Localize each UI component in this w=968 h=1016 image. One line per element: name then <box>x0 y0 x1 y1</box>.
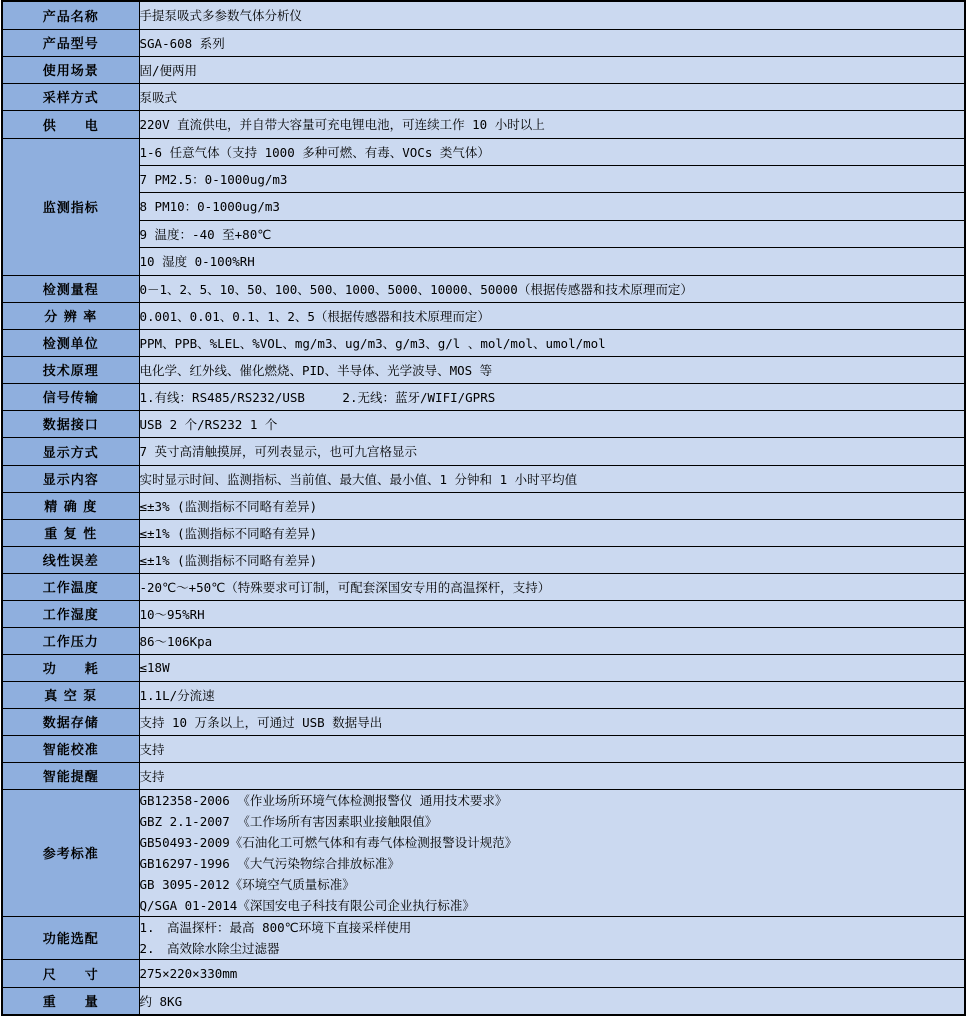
value-repeatability: ≤±1% (监测指标不同略有差异) <box>139 519 965 546</box>
value-smart-calibration: 支持 <box>139 735 965 762</box>
value-power-supply: 220V 直流供电，并自带大容量可充电锂电池，可连续工作 10 小时以上 <box>139 110 965 138</box>
value-optional-features <box>139 916 965 959</box>
label-linearity-error: 线性误差 <box>2 546 139 573</box>
value-monitoring-indicator-4: 9 温度：-40 至+80℃ <box>139 220 965 247</box>
value-dimensions: 275×220×330mm <box>139 959 965 987</box>
value-technical-principle: 电化学、红外线、催化燃烧、PID、半导体、光学波导、MOS 等 <box>139 356 965 383</box>
value-accuracy: ≤±3% (监测指标不同略有差异) <box>139 492 965 519</box>
product-spec-table <box>1 0 966 1016</box>
label-data-storage: 数据存储 <box>2 708 139 735</box>
reference-standard-line: GB12358-2006 《作业场所环境气体检测报警仪 通用技术要求》 <box>139 792 508 808</box>
value-linearity-error: ≤±1% (监测指标不同略有差异) <box>139 546 965 573</box>
value-monitoring-indicator-1: 1-6 任意气体（支持 1000 多种可燃、有毒、VOCs 类气体） <box>139 138 965 165</box>
value-product-name: 手提泵吸式多参数气体分析仪 <box>139 1 965 29</box>
value-working-humidity: 10～95%RH <box>139 600 965 627</box>
label-weight: 重 量 <box>2 987 139 1015</box>
label-optional-features: 功能选配 <box>2 916 139 959</box>
value-signal-transmission: 1.有线：RS485/RS232/USB 2.无线：蓝牙/WIFI/GPRS <box>139 383 965 410</box>
label-detection-range: 检测量程 <box>2 275 139 302</box>
optional-feature-line: 1. 高温探杆：最高 800℃环境下直接采样使用 <box>139 919 412 935</box>
reference-standard-line: GB 3095-2012《环境空气质量标准》 <box>139 876 355 892</box>
label-usage-scenario: 使用场景 <box>2 56 139 83</box>
value-data-interface: USB 2 个/RS232 1 个 <box>139 410 965 437</box>
value-reference-standards <box>139 789 965 916</box>
label-signal-transmission: 信号传输 <box>2 383 139 410</box>
value-monitoring-indicator-2: 7 PM2.5：0-1000ug/m3 <box>139 165 965 192</box>
value-monitoring-indicator-3: 8 PM10：0-1000ug/m3 <box>139 192 965 220</box>
reference-standard-line: GB50493-2009《石油化工可燃气体和有毒气体检测报警设计规范》 <box>139 834 518 850</box>
value-data-storage: 支持 10 万条以上，可通过 USB 数据导出 <box>139 708 965 735</box>
value-display-content: 实时显示时间、监测指标、当前值、最大值、最小值、1 分钟和 1 小时平均值 <box>139 465 965 492</box>
value-resolution: 0.001、0.01、0.1、1、2、5（根据传感器和技术原理而定） <box>139 302 965 329</box>
label-working-humidity: 工作湿度 <box>2 600 139 627</box>
optional-feature-line: 2. 高效除水除尘过滤器 <box>139 940 280 956</box>
value-product-model: SGA-608 系列 <box>139 29 965 56</box>
value-smart-reminder: 支持 <box>139 762 965 789</box>
value-monitoring-indicator-5: 10 湿度 0-100%RH <box>139 247 965 275</box>
label-detection-unit: 检测单位 <box>2 329 139 356</box>
value-usage-scenario: 固/便两用 <box>139 56 965 83</box>
value-detection-range: 0－1、2、5、10、50、100、500、1000、5000、10000、50000（根据传感器和技术原理而定） <box>139 275 965 302</box>
reference-standard-line: GB16297-1996 《大气污染物综合排放标准》 <box>139 855 400 871</box>
label-working-temperature: 工作温度 <box>2 573 139 600</box>
value-vacuum-pump: 1.1L/分流速 <box>139 681 965 708</box>
value-working-pressure: 86～106Kpa <box>139 627 965 654</box>
reference-standard-line: GBZ 2.1-2007 《工作场所有害因素职业接触限值》 <box>139 813 438 829</box>
label-smart-calibration: 智能校准 <box>2 735 139 762</box>
label-display-content: 显示内容 <box>2 465 139 492</box>
value-working-temperature: -20℃～+50℃（特殊要求可订制，可配套深国安专用的高温探杆，支持） <box>139 573 965 600</box>
value-power-consumption: ≤18W <box>139 654 965 681</box>
label-power-consumption: 功 耗 <box>2 654 139 681</box>
label-monitoring-indicators: 监测指标 <box>2 138 139 275</box>
value-display-mode: 7 英寸高清触摸屏，可列表显示，也可九宫格显示 <box>139 437 965 465</box>
label-power-supply: 供 电 <box>2 110 139 138</box>
label-reference-standards: 参考标准 <box>2 789 139 916</box>
label-repeatability: 重 复 性 <box>2 519 139 546</box>
label-product-model: 产品型号 <box>2 29 139 56</box>
label-working-pressure: 工作压力 <box>2 627 139 654</box>
label-smart-reminder: 智能提醒 <box>2 762 139 789</box>
label-display-mode: 显示方式 <box>2 437 139 465</box>
label-product-name: 产品名称 <box>2 1 139 29</box>
label-resolution: 分 辨 率 <box>2 302 139 329</box>
label-vacuum-pump: 真 空 泵 <box>2 681 139 708</box>
label-accuracy: 精 确 度 <box>2 492 139 519</box>
label-dimensions: 尺 寸 <box>2 959 139 987</box>
value-sampling-method: 泵吸式 <box>139 83 965 110</box>
label-data-interface: 数据接口 <box>2 410 139 437</box>
label-sampling-method: 采样方式 <box>2 83 139 110</box>
value-detection-unit: PPM、PPB、%LEL、%VOL、mg/m3、ug/m3、g/m3、g/l 、mol/mol、umol/mol <box>139 329 965 356</box>
label-technical-principle: 技术原理 <box>2 356 139 383</box>
reference-standard-line: Q/SGA 01-2014《深国安电子科技有限公司企业执行标准》 <box>139 897 475 913</box>
value-weight: 约 8KG <box>139 987 965 1015</box>
